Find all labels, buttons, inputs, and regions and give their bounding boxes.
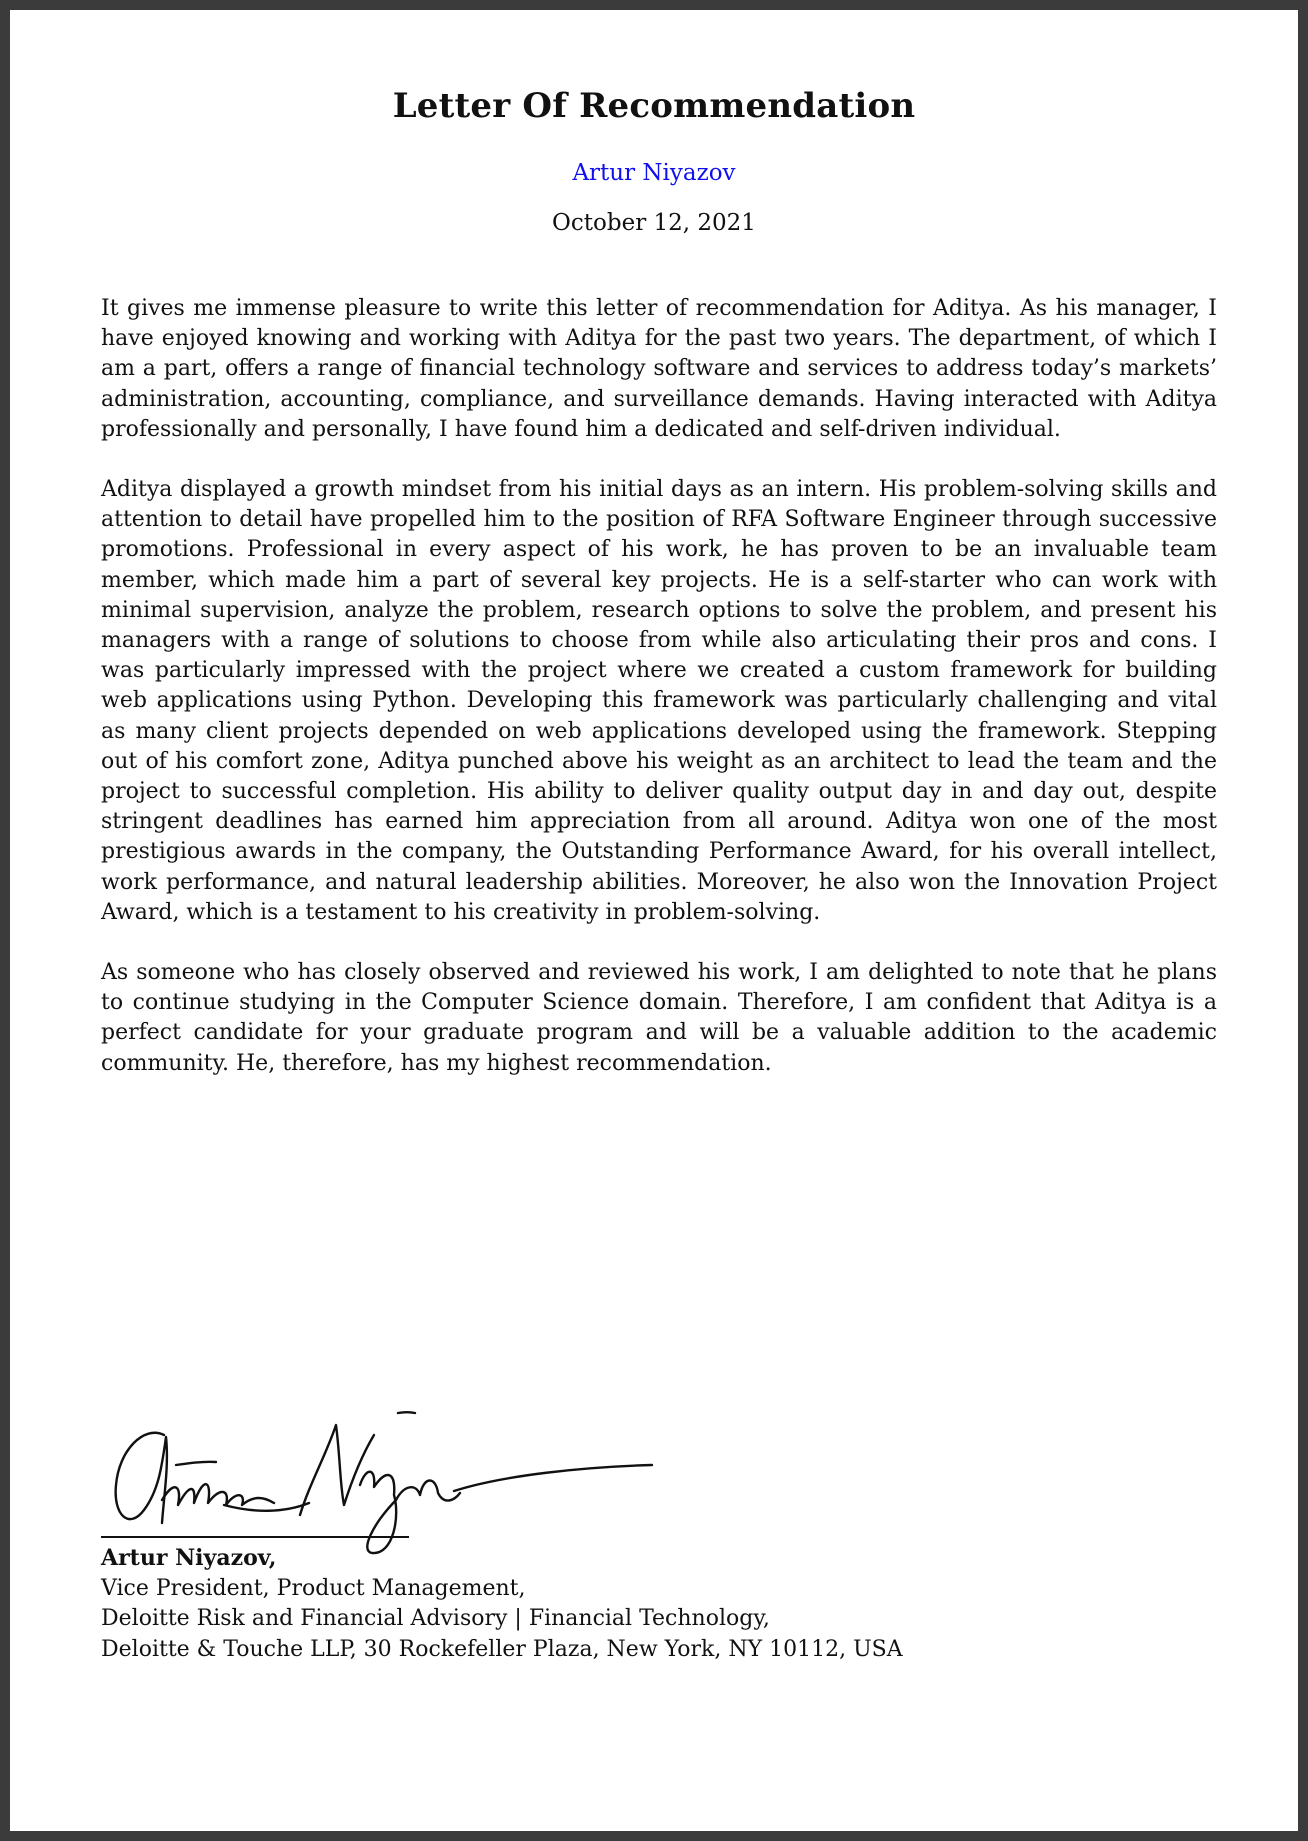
signature-block (101, 1543, 903, 1665)
letter-date: October 12, 2021 (552, 210, 756, 236)
paragraph-1: It gives me immense pleasure to write this letter of recommendation for Aditya. As his manager, I have enjoyed knowing and working with Aditya for the past two years. The department, of which I am a part, offers a range of financial technology software and services to address today’s markets’ administration, accounting, compliance, and surveillance demands. Having interacted with Aditya professionally and personally, I have found him a dedicated and self-driven individual. (101, 296, 1217, 442)
letter-page (10, 10, 1298, 1831)
signer-address: Deloitte & Touche LLP, 30 Rockefeller Plaza, New York, NY 10112, USA (101, 1636, 903, 1662)
page-title: Letter Of Recommendation (392, 86, 916, 126)
paragraph-2: Aditya displayed a growth mindset from his initial days as an intern. His problem-solving skills and attention to detail have propelled him to the position of RFA Software Engineer through successive promotions. Professional in every aspect of his work, he has proven to be an invaluable team member, which made him a part of several key projects. He is a self-starter who can work with minimal supervision, analyze the problem, research options to solve the problem, and present his managers with a range of solutions to choose from while also articulating their pros and cons. I was particularly impressed with the project where we created a custom framework for building web applications using Python. Developing this framework was particularly challenging and vital as many client projects depended on web applications developed using the framework. Stepping out of his comfort zone, Aditya punched above his weight as an architect to lead the team and the project to successful completion. His ability to deliver quality output day in and day out, despite stringent deadlines has earned him appreciation from all around. Aditya won one of the most prestigious awards in the company, the Outstanding Performance Award, for his overall intellect, work performance, and natural leadership abilities. Moreover, he also won the Innovation Project Award, which is a testament to his creativity in problem-solving. (101, 477, 1217, 925)
letter-body (101, 294, 1217, 1109)
author-link[interactable]: Artur Niyazov (572, 160, 736, 186)
signer-name: Artur Niyazov, (101, 1545, 277, 1571)
signer-title: Vice President, Product Management, (101, 1575, 526, 1601)
paragraph-3: As someone who has closely observed and reviewed his work, I am delighted to note that he plans to continue studying in the Computer Science domain. Therefore, I am confident that Aditya is a perfect candidate for your graduate program and will be a valuable addition to the academic community. He, therefore, has my highest recommendation. (101, 960, 1217, 1076)
signer-organization: Deloitte Risk and Financial Advisory | Financial Technology, (101, 1606, 770, 1631)
signature-line (101, 1536, 409, 1538)
